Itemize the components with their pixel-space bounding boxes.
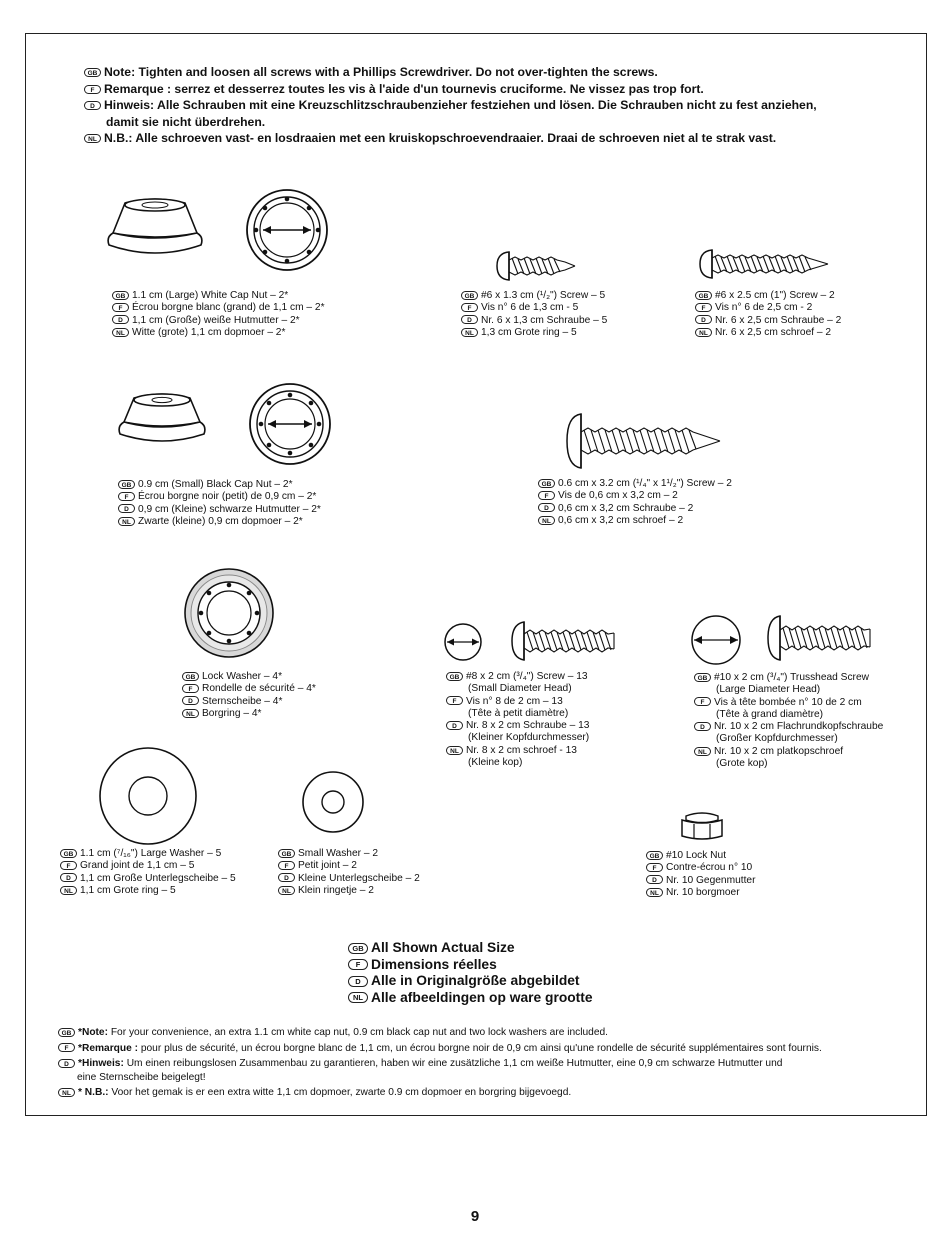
lang-tag-gb: GB <box>695 291 712 300</box>
note-d-continued: damit sie nicht überdrehen. <box>106 114 266 129</box>
lock-washer-illustration <box>183 567 275 659</box>
footnote-gb: For your convenience, an extra 1.1 cm white cap nut, 0.9 cm black cap nut and two lock washers are included. <box>108 1027 609 1038</box>
caption-f: Vis de 0,6 cm x 3,2 cm – 2 <box>558 490 678 502</box>
lang-tag-gb: GB <box>461 291 478 300</box>
caption-white-cap-nut <box>112 290 325 339</box>
lang-tag-f: F <box>461 303 478 312</box>
caption-lock-washer <box>182 671 316 720</box>
caption-d: Nr. 6 x 2,5 cm Schraube – 2 <box>715 314 842 326</box>
caption-f: Vis n° 8 de 2 cm – 13 <box>466 695 563 707</box>
truss-screw-illustration <box>766 614 874 662</box>
caption-screw-6x13 <box>461 290 607 339</box>
caption-d: Nr. 8 x 2 cm Schraube – 13 <box>466 720 590 732</box>
note-nl <box>84 130 884 147</box>
actual-size-nl: Alle afbeeldingen op ware grootte <box>371 989 593 1005</box>
lang-tag-d: D <box>348 976 368 987</box>
caption-lock-nut <box>646 850 755 899</box>
caption-f-sub: (Tête à petit diamètre) <box>468 707 569 719</box>
lang-tag-nl: NL <box>58 1088 75 1097</box>
actual-size-gb: All Shown Actual Size <box>371 940 515 955</box>
caption-nl: Nr. 6 x 2,5 cm schroef – 2 <box>715 326 832 338</box>
actual-size-f: Dimensions réelles <box>371 956 497 972</box>
lang-tag-d: D <box>118 504 135 513</box>
screw-6x13-illustration <box>495 250 580 282</box>
caption-gb: 1.1 cm (Large) White Cap Nut – 2* <box>132 290 289 301</box>
lang-tag-gb: GB <box>694 673 711 682</box>
footnote-f: pour plus de sécurité, un écrou borgne blanc de 1,1 cm, un écrou borgne noir de 0,9 cm ainsi qu'une rondelle de sécurité supplémentaires sont fournis. <box>138 1042 822 1054</box>
footnote-gb-label: *Note: <box>78 1027 108 1038</box>
caption-nl: Nr. 10 x 2 cm platkopschroef <box>714 745 844 757</box>
caption-f: Vis à tête bombée n° 10 de 2 cm <box>714 696 862 708</box>
lang-tag-gb: GB <box>182 672 199 681</box>
lang-tag-d: D <box>461 315 478 324</box>
lang-tag-nl: NL <box>461 328 478 337</box>
page-number: 9 <box>470 1208 480 1225</box>
caption-small-washer <box>278 848 420 897</box>
caption-gb: 0.6 cm x 3.2 cm (¹/₄" x 1¹/₂") Screw – 2 <box>558 478 732 489</box>
footnote-d-label: *Hinweis: <box>78 1058 124 1069</box>
black-cap-nut-side-illustration <box>112 390 212 452</box>
caption-d-sub: (Kleiner Kopfdurchmesser) <box>468 732 590 744</box>
note-d-text: Hinweis: Alle Schrauben mit eine Kreuzschlitzschraubenzieher festziehen und lösen. Die Schrauben nicht zu fest anziehen, <box>104 98 817 112</box>
caption-f: Rondelle de sécurité – 4* <box>202 683 316 695</box>
lang-tag-f: F <box>348 959 368 970</box>
lang-tag-d: D <box>538 503 555 512</box>
caption-nl: Nr. 8 x 2 cm schroef - 13 <box>466 744 577 756</box>
caption-d: 0,6 cm x 3,2 cm Schraube – 2 <box>558 502 694 514</box>
lang-tag-nl: NL <box>278 886 295 895</box>
screw-8x2-illustration <box>510 620 618 662</box>
lang-tag-d: D <box>60 873 77 882</box>
caption-screw-6x25 <box>695 290 841 339</box>
lang-tag-gb: GB <box>112 291 129 300</box>
lang-tag-gb: GB <box>118 480 135 489</box>
lang-tag-f: F <box>694 697 711 706</box>
caption-truss-screw <box>694 672 883 770</box>
footnote-nl: Voor het gemak is er een extra witte 1,1 cm dopmoer, zwarte 0.9 cm dopmoer en borgring bijgevoegd. <box>108 1087 572 1098</box>
caption-f: Grand joint de 1,1 cm – 5 <box>80 860 195 872</box>
lang-tag-d: D <box>112 315 129 324</box>
note-nl-text: N.B.: Alle schroeven vast- en losdraaien met een kruiskopschroevendraaier. Draai de schroeven niet al te strak vast. <box>104 131 777 145</box>
footnote-f-label: *Remarque : <box>78 1042 139 1054</box>
note-d <box>84 97 884 114</box>
lang-tag-gb: GB <box>538 479 555 488</box>
caption-nl: 1,1 cm Grote ring – 5 <box>80 884 176 896</box>
caption-gb: 0.9 cm (Small) Black Cap Nut – 2* <box>138 479 293 490</box>
lang-tag-f: F <box>112 303 129 312</box>
caption-nl-sub: (Grote kop) <box>716 758 768 770</box>
lang-tag-nl: NL <box>694 747 711 756</box>
caption-gb-sub: (Small Diameter Head) <box>468 683 572 695</box>
lang-tag-d: D <box>446 721 463 730</box>
lang-tag-f: F <box>538 491 555 500</box>
lang-tag-f: F <box>646 863 663 872</box>
caption-f: Écrou borgne blanc (grand) de 1,1 cm – 2* <box>132 302 325 314</box>
caption-f: Écrou borgne noir (petit) de 0,9 cm – 2* <box>138 491 317 503</box>
lang-tag-nl: NL <box>118 517 135 526</box>
lang-tag-gb: GB <box>60 849 77 858</box>
extra-parts-footnote <box>58 1026 918 1102</box>
white-cap-nut-top-illustration <box>245 188 329 272</box>
lang-tag-nl: NL <box>446 746 463 755</box>
lang-tag-d: D <box>182 696 199 705</box>
black-cap-nut-top-illustration <box>248 382 332 466</box>
screw-notes <box>84 64 884 147</box>
caption-f: Vis n° 6 de 2,5 cm - 2 <box>715 302 813 314</box>
lang-tag-f: F <box>118 492 135 501</box>
caption-nl: Klein ringetje – 2 <box>298 884 374 896</box>
caption-d: Nr. 10 x 2 cm Flachrundkopfschraube <box>714 721 884 733</box>
caption-f: Vis n° 6 de 1,3 cm - 5 <box>481 302 579 314</box>
lang-tag-gb: GB <box>58 1028 75 1037</box>
lang-tag-nl: NL <box>112 328 129 337</box>
lang-tag-nl: NL <box>60 886 77 895</box>
caption-nl: 0,6 cm x 3,2 cm schroef – 2 <box>558 514 684 526</box>
caption-gb: #8 x 2 cm (³/₄") Screw – 13 <box>466 671 588 682</box>
caption-large-washer <box>60 848 236 897</box>
lang-tag-gb: GB <box>446 672 463 681</box>
lang-tag-f: F <box>58 1043 75 1052</box>
caption-nl: Witte (grote) 1,1 cm dopmoer – 2* <box>132 326 286 338</box>
lang-tag-d: D <box>646 875 663 884</box>
lang-tag-gb: GB <box>348 943 368 954</box>
white-cap-nut-side-illustration <box>100 195 210 265</box>
caption-nl: Nr. 10 borgmoer <box>666 886 740 898</box>
caption-d-sub: (Großer Kopfdurchmesser) <box>716 733 838 745</box>
lock-nut-illustration <box>678 808 726 842</box>
lang-tag-d: D <box>694 722 711 731</box>
lang-tag-f: F <box>84 85 101 94</box>
actual-size-d: Alle in Originalgröße abgebildet <box>371 973 580 988</box>
caption-nl: Zwarte (kleine) 0,9 cm dopmoer – 2* <box>138 515 303 527</box>
truss-screw-head-illustration <box>690 614 742 666</box>
lang-tag-f: F <box>182 684 199 693</box>
caption-nl-sub: (Kleine kop) <box>468 757 523 769</box>
caption-d: Sternscheibe – 4* <box>202 695 283 707</box>
lang-tag-d: D <box>278 873 295 882</box>
caption-nl: Borgring – 4* <box>202 707 262 719</box>
small-washer-illustration <box>301 770 365 834</box>
lang-tag-d: D <box>84 101 101 110</box>
caption-gb: 1.1 cm (⁷/₁₆") Large Washer – 5 <box>80 848 222 859</box>
screw-8x2-head-illustration <box>443 622 483 662</box>
lang-tag-nl: NL <box>348 992 368 1003</box>
note-f <box>84 81 884 98</box>
caption-screw-8x2 <box>446 671 589 769</box>
caption-d: 1,1 cm (Große) weiße Hutmutter – 2* <box>132 314 300 326</box>
lang-tag-nl: NL <box>538 516 555 525</box>
caption-black-cap-nut <box>118 479 321 528</box>
note-gb-text: Note: Tighten and loosen all screws with a Phillips Screwdriver. Do not over-tighten the screws. <box>104 65 658 79</box>
caption-d: 1,1 cm Große Unterlegscheibe – 5 <box>80 872 236 884</box>
caption-screw-06x32 <box>538 478 732 527</box>
note-f-text: Remarque : serrez et desserrez toutes les vis à l'aide d'un tournevis cruciforme. Ne vissez pas trop fort. <box>104 81 704 96</box>
caption-f-sub: (Tête à grand diamètre) <box>716 708 824 720</box>
lang-tag-gb: GB <box>646 851 663 860</box>
caption-d: Nr. 6 x 1,3 cm Schraube – 5 <box>481 314 608 326</box>
lang-tag-nl: NL <box>182 709 199 718</box>
lang-tag-gb: GB <box>84 68 101 77</box>
footnote-d-continued: eine Sternscheibe beigelegt! <box>77 1071 206 1083</box>
caption-gb: Small Washer – 2 <box>298 848 379 859</box>
caption-gb: #6 x 2.5 cm (1") Screw – 2 <box>715 290 835 301</box>
caption-gb: #10 x 2 cm (³/₄") Trusshead Screw <box>714 672 869 683</box>
lang-tag-f: F <box>278 861 295 870</box>
lang-tag-f: F <box>60 861 77 870</box>
lang-tag-gb: GB <box>278 849 295 858</box>
caption-gb: Lock Washer – 4* <box>202 671 283 682</box>
lang-tag-nl: NL <box>646 888 663 897</box>
large-washer-illustration <box>98 746 198 846</box>
footnote-nl-label: * N.B.: <box>78 1087 109 1098</box>
lang-tag-d: D <box>58 1059 75 1068</box>
note-gb <box>84 64 884 81</box>
footnote-d: Um einen reibungslosen Zusammenbau zu garantieren, haben wir eine zusätzliche 1,1 cm weiße Hutmutter, eine 0,9 cm schwarze Hutmutter und <box>123 1058 783 1069</box>
caption-gb-sub: (Large Diameter Head) <box>716 684 821 696</box>
caption-f: Contre-écrou n° 10 <box>666 862 753 874</box>
screw-6x25-illustration <box>698 248 833 280</box>
caption-d: Kleine Unterlegscheibe – 2 <box>298 872 420 884</box>
caption-nl: 1,3 cm Grote ring – 5 <box>481 326 577 338</box>
lang-tag-f: F <box>446 696 463 705</box>
caption-d: Nr. 10 Gegenmutter <box>666 874 756 886</box>
lang-tag-nl: NL <box>84 134 101 143</box>
lang-tag-nl: NL <box>695 328 712 337</box>
lang-tag-d: D <box>695 315 712 324</box>
caption-d: 0,9 cm (Kleine) schwarze Hutmutter – 2* <box>138 503 321 515</box>
caption-f: Petit joint – 2 <box>298 860 357 872</box>
screw-06x32-illustration <box>565 412 725 470</box>
lang-tag-f: F <box>695 303 712 312</box>
actual-size-notice <box>348 940 593 1006</box>
caption-gb: #6 x 1.3 cm (¹/₂") Screw – 5 <box>481 290 606 301</box>
caption-gb: #10 Lock Nut <box>666 850 727 861</box>
